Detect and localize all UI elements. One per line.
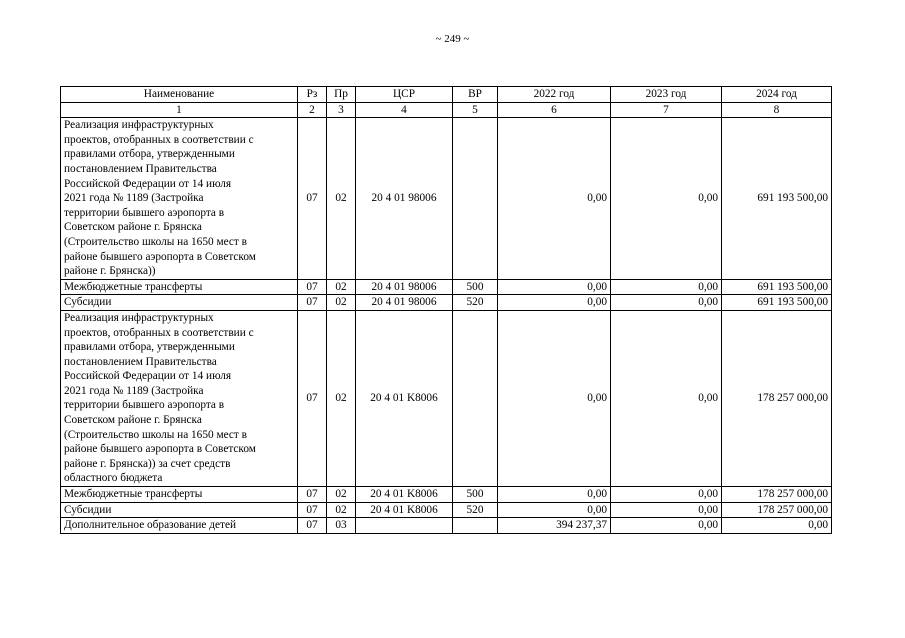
name-line: 2021 года № 1189 (Застройка xyxy=(64,192,204,205)
row-pr: 02 xyxy=(327,502,356,518)
header-csr: ЦСР xyxy=(356,87,453,103)
row-2024: 691 193 500,00 xyxy=(722,118,832,280)
name-line: (Строительство школы на 1650 мест в xyxy=(64,235,248,248)
row-2024: 178 257 000,00 xyxy=(722,502,832,518)
name-line: (Строительство школы на 1650 мест в xyxy=(64,428,248,441)
row-name xyxy=(61,310,298,486)
name-line: правилами отбора, утвержденными xyxy=(64,341,235,354)
table-row xyxy=(61,118,832,280)
column-number: 1 xyxy=(61,102,298,118)
row-2023: 0,00 xyxy=(611,502,722,518)
table-row xyxy=(61,279,832,295)
column-number: 5 xyxy=(453,102,498,118)
column-number: 4 xyxy=(356,102,453,118)
name-line: Советском районе г. Брянска xyxy=(64,221,202,234)
row-2024: 178 257 000,00 xyxy=(722,310,832,486)
name-line: проектов, отобранных в соответствии с xyxy=(64,326,254,339)
column-number: 6 xyxy=(498,102,611,118)
row-rz: 07 xyxy=(298,295,327,311)
row-vr: 520 xyxy=(453,295,498,311)
row-2024: 178 257 000,00 xyxy=(722,487,832,503)
row-csr: 20 4 01 98006 xyxy=(356,279,453,295)
header-2022: 2022 год xyxy=(498,87,611,103)
row-name xyxy=(61,118,298,280)
row-2023: 0,00 xyxy=(611,279,722,295)
column-number: 7 xyxy=(611,102,722,118)
name-line: Реализация инфраструктурных xyxy=(64,119,214,132)
row-rz: 07 xyxy=(298,487,327,503)
header-row xyxy=(61,87,832,103)
name-line: Российской Федерации от 14 июля xyxy=(64,177,232,190)
row-2023: 0,00 xyxy=(611,487,722,503)
row-name: Дополнительное образование детей xyxy=(61,518,298,534)
row-name: Межбюджетные трансферты xyxy=(61,279,298,295)
row-pr: 02 xyxy=(327,487,356,503)
row-pr: 03 xyxy=(327,518,356,534)
row-name: Субсидии xyxy=(61,502,298,518)
row-csr: 20 4 01 K8006 xyxy=(356,310,453,486)
table-row xyxy=(61,502,832,518)
row-vr: 500 xyxy=(453,487,498,503)
column-number: 2 xyxy=(298,102,327,118)
header-vr: ВР xyxy=(453,87,498,103)
table-row xyxy=(61,487,832,503)
row-pr: 02 xyxy=(327,310,356,486)
header-2023: 2023 год xyxy=(611,87,722,103)
header-pr: Пр xyxy=(327,87,356,103)
row-vr xyxy=(453,118,498,280)
column-numbers-row xyxy=(61,102,832,118)
name-line: Российской Федерации от 14 июля xyxy=(64,370,232,383)
row-rz: 07 xyxy=(298,310,327,486)
header-name: Наименование xyxy=(61,87,298,103)
row-2024: 691 193 500,00 xyxy=(722,295,832,311)
name-line: постановлением Правительства xyxy=(64,162,217,175)
row-2024: 691 193 500,00 xyxy=(722,279,832,295)
row-2023: 0,00 xyxy=(611,295,722,311)
table-row xyxy=(61,295,832,311)
table-row xyxy=(61,518,832,534)
row-csr: 20 4 01 K8006 xyxy=(356,502,453,518)
name-line: 2021 года № 1189 (Застройка xyxy=(64,384,204,397)
row-2023: 0,00 xyxy=(611,518,722,534)
row-2022: 0,00 xyxy=(498,310,611,486)
name-line: постановлением Правительства xyxy=(64,355,217,368)
row-pr: 02 xyxy=(327,279,356,295)
column-number: 3 xyxy=(327,102,356,118)
row-csr: 20 4 01 K8006 xyxy=(356,487,453,503)
header-2024: 2024 год xyxy=(722,87,832,103)
name-line: Реализация инфраструктурных xyxy=(64,311,214,324)
row-csr xyxy=(356,518,453,534)
row-name: Межбюджетные трансферты xyxy=(61,487,298,503)
name-line: областного бюджета xyxy=(64,472,163,485)
row-csr: 20 4 01 98006 xyxy=(356,118,453,280)
row-2022: 0,00 xyxy=(498,502,611,518)
name-line: территории бывшего аэропорта в xyxy=(64,399,225,412)
name-line: правилами отбора, утвержденными xyxy=(64,148,235,161)
column-number: 8 xyxy=(722,102,832,118)
table-row xyxy=(61,310,832,486)
row-vr: 520 xyxy=(453,502,498,518)
header-rz: Рз xyxy=(298,87,327,103)
row-2022: 394 237,37 xyxy=(498,518,611,534)
row-pr: 02 xyxy=(327,295,356,311)
name-line: районе бывшего аэропорта в Советском xyxy=(64,443,256,456)
name-line: районе г. Брянска)) xyxy=(64,265,156,278)
row-vr xyxy=(453,310,498,486)
name-line: проектов, отобранных в соответствии с xyxy=(64,133,254,146)
name-line: Советском районе г. Брянска xyxy=(64,414,202,427)
row-rz: 07 xyxy=(298,502,327,518)
budget-table xyxy=(60,86,832,534)
row-pr: 02 xyxy=(327,118,356,280)
row-2023: 0,00 xyxy=(611,310,722,486)
row-vr: 500 xyxy=(453,279,498,295)
row-2024: 0,00 xyxy=(722,518,832,534)
row-rz: 07 xyxy=(298,118,327,280)
name-line: районе г. Брянска)) за счет средств xyxy=(64,457,231,470)
row-name: Субсидии xyxy=(61,295,298,311)
row-2023: 0,00 xyxy=(611,118,722,280)
row-rz: 07 xyxy=(298,279,327,295)
page-number: ~ 249 ~ xyxy=(435,33,470,45)
row-2022: 0,00 xyxy=(498,279,611,295)
row-vr xyxy=(453,518,498,534)
name-line: территории бывшего аэропорта в xyxy=(64,206,225,219)
row-rz: 07 xyxy=(298,518,327,534)
row-2022: 0,00 xyxy=(498,118,611,280)
name-line: районе бывшего аэропорта в Советском xyxy=(64,250,256,263)
row-2022: 0,00 xyxy=(498,295,611,311)
row-csr: 20 4 01 98006 xyxy=(356,295,453,311)
row-2022: 0,00 xyxy=(498,487,611,503)
